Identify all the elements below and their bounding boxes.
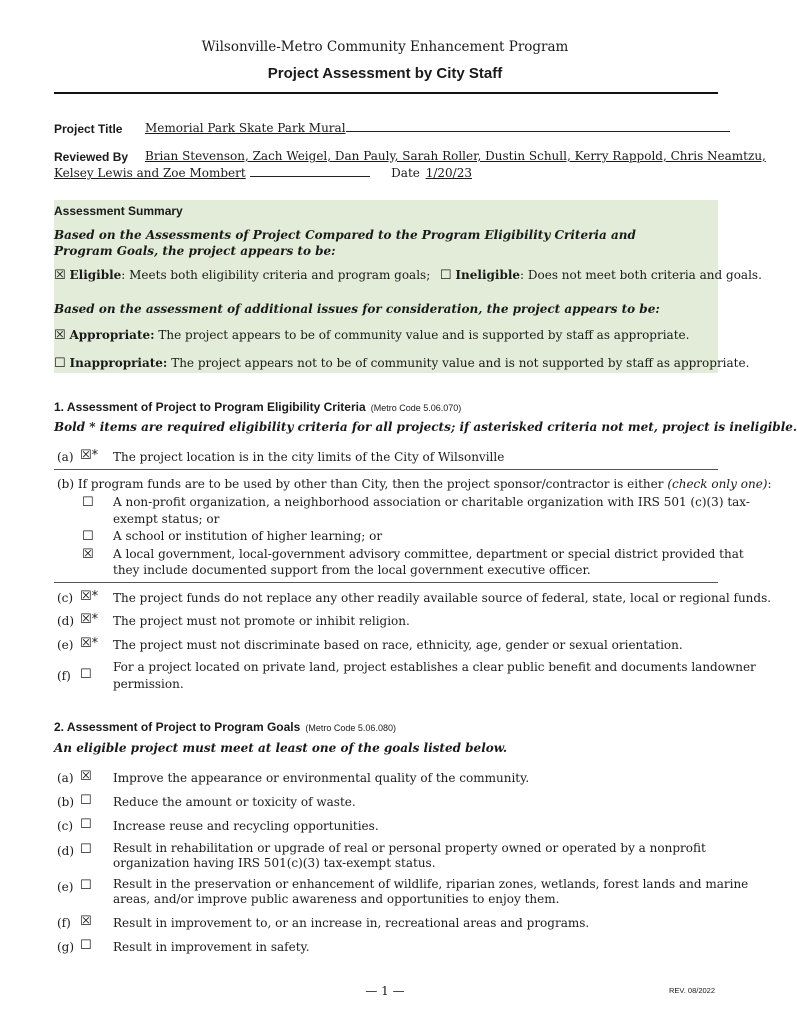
goal-checkbox[interactable]: ☐ bbox=[80, 817, 92, 832]
criterion-b-letter: (b) bbox=[57, 477, 75, 491]
criterion-a-letter: (a) bbox=[57, 450, 74, 464]
section2-code: (Metro Code 5.06.080) bbox=[305, 723, 396, 733]
assessment-summary-panel bbox=[54, 200, 762, 373]
criterion-b-option2-text: A school or institution of higher learning; or bbox=[113, 529, 383, 543]
goal-checkbox[interactable]: ☒ bbox=[80, 914, 92, 929]
goal-checkbox[interactable]: ☐ bbox=[80, 793, 92, 808]
appropriate-label: Appropriate: bbox=[69, 328, 155, 342]
inappropriate-option bbox=[54, 356, 749, 371]
reviewers-line-1[interactable]: Brian Stevenson, Zach Weigel, Dan Pauly, Sarah Roller, Dustin Schull, Kerry Rappold, Chris Neamtzu, bbox=[145, 149, 766, 163]
section1-code: (Metro Code 5.06.070) bbox=[370, 403, 462, 413]
criterion-f-letter: (f) bbox=[57, 669, 71, 683]
goal-letter: (a) bbox=[57, 771, 74, 785]
goal-text-line2: areas, and/or improve public awareness and opportunities to enjoy them. bbox=[113, 892, 560, 906]
criterion-f-checkbox[interactable]: ☐ bbox=[80, 667, 92, 682]
appropriate-option bbox=[54, 328, 689, 343]
criterion-f-line1: For a project located on private land, project establishes a clear public benefit and documents landowner bbox=[113, 660, 756, 674]
criterion-b-option2-checkbox[interactable]: ☐ bbox=[82, 529, 94, 544]
goal-checkbox[interactable]: ☐ bbox=[80, 878, 92, 893]
additional-intro: Based on the assessment of additional issues for consideration, the project appears to be: bbox=[54, 302, 660, 316]
criterion-b-option3-line1: A local government, local-government advisory committee, department or special district provided that bbox=[113, 547, 744, 561]
goal-letter: (b) bbox=[57, 795, 75, 809]
criterion-d-text: The project must not promote or inhibit religion. bbox=[113, 614, 410, 628]
eligible-label: Eligible bbox=[69, 268, 122, 282]
goal-letter: (d) bbox=[57, 844, 75, 858]
goal-checkbox[interactable]: ☐ bbox=[80, 842, 92, 857]
reviewers-line-2: Kelsey Lewis and Zoe Mombert bbox=[54, 166, 246, 180]
criterion-b-option3-line2: they include documented support from the local government executive officer. bbox=[113, 563, 591, 577]
reviewers-line-2-field[interactable] bbox=[54, 166, 472, 180]
criterion-e-text: The project must not discriminate based on race, ethnicity, age, gender or sexual orientation. bbox=[113, 638, 683, 652]
goal-checkbox[interactable]: ☐ bbox=[80, 938, 92, 953]
inappropriate-text: The project appears not to be of community value and is not supported by staff as appropriate. bbox=[171, 356, 750, 370]
date-label: Date bbox=[391, 166, 420, 180]
criterion-b-hint: (check only one) bbox=[667, 477, 768, 491]
summary-intro: Based on the Assessments of Project Compared to the Program Eligibility Criteria and Program Goals, the project appears to be: bbox=[54, 228, 636, 258]
section1-heading-row bbox=[54, 396, 461, 415]
blank-line bbox=[346, 131, 730, 132]
criterion-b-colon: : bbox=[767, 477, 772, 491]
criterion-b-option3-checkbox[interactable]: ☒ bbox=[82, 547, 94, 562]
appropriate-text: The project appears to be of community value and is supported by staff as appropriate. bbox=[158, 328, 690, 342]
divider bbox=[54, 582, 718, 583]
criterion-a-text: The project location is in the city limits of the City of Wilsonville bbox=[113, 450, 505, 464]
criterion-e-checkbox[interactable]: ☒* bbox=[80, 636, 99, 651]
goal-text: Result in the preservation or enhancement of wildlife, riparian zones, wetlands, forest lands and marine bbox=[113, 877, 749, 891]
criterion-d-letter: (d) bbox=[57, 614, 75, 628]
program-name: Wilsonville-Metro Community Enhancement Program bbox=[201, 39, 569, 55]
criterion-a-checkbox[interactable]: ☒* bbox=[80, 448, 99, 463]
section1-heading: 1. Assessment of Project to Program Eligibility Criteria bbox=[54, 400, 366, 414]
criterion-b-text: If program funds are to be used by other than City, then the project sponsor/contractor is either bbox=[77, 477, 664, 491]
goal-letter: (e) bbox=[57, 880, 74, 894]
ineligible-text: : Does not meet both criteria and goals. bbox=[520, 268, 762, 282]
goal-letter: (g) bbox=[57, 940, 75, 954]
eligibility-options bbox=[54, 268, 762, 283]
criterion-b-row bbox=[57, 477, 772, 491]
ineligible-label: Ineligible bbox=[455, 268, 521, 282]
criterion-e-letter: (e) bbox=[57, 638, 74, 652]
summary-heading: Assessment Summary bbox=[54, 204, 183, 218]
page-number: — 1 — bbox=[365, 984, 405, 998]
goal-letter: (c) bbox=[57, 819, 74, 833]
goal-text: Result in improvement to, or an increase in, recreational areas and programs. bbox=[113, 916, 590, 930]
inappropriate-checkbox[interactable]: ☐ bbox=[54, 356, 66, 371]
criterion-d-checkbox[interactable]: ☒* bbox=[80, 612, 99, 627]
goal-text-line2: organization having IRS 501(c)(3) tax-exempt status. bbox=[113, 856, 436, 870]
appropriate-checkbox[interactable]: ☒ bbox=[54, 328, 66, 343]
criterion-c-letter: (c) bbox=[57, 591, 74, 605]
section2-heading: 2. Assessment of Project to Program Goals bbox=[54, 720, 301, 734]
criterion-f-line2: permission. bbox=[113, 677, 184, 691]
section1-note: Bold * items are required eligibility criteria for all projects; if asterisked criteria not met, project is ineligible. bbox=[54, 420, 797, 434]
revision-label: REV. 08/2022 bbox=[669, 986, 716, 995]
reviewed-by-label: Reviewed By bbox=[54, 150, 129, 164]
goal-checkbox[interactable]: ☒ bbox=[80, 769, 92, 784]
criterion-b-option1-line1: A non-profit organization, a neighborhood association or charitable organization with IRS 501 (c)(3) tax- bbox=[113, 495, 750, 509]
section2-heading-row bbox=[54, 716, 396, 735]
eligible-checkbox[interactable]: ☒ bbox=[54, 268, 66, 283]
page-title: Project Assessment by City Staff bbox=[267, 65, 503, 82]
eligible-text: : Meets both eligibility criteria and program goals; bbox=[121, 268, 431, 282]
criterion-b-option1-checkbox[interactable]: ☐ bbox=[82, 495, 94, 510]
date-value: 1/20/23 bbox=[425, 166, 472, 180]
goal-text: Increase reuse and recycling opportunities. bbox=[113, 819, 379, 833]
project-title-label: Project Title bbox=[54, 122, 123, 136]
section2-note: An eligible project must meet at least one of the goals listed below. bbox=[54, 741, 508, 755]
inappropriate-label: Inappropriate: bbox=[69, 356, 168, 370]
project-title-value: Memorial Park Skate Park Mural bbox=[145, 121, 346, 135]
divider bbox=[54, 469, 718, 470]
header-divider bbox=[54, 92, 718, 94]
ineligible-checkbox[interactable]: ☐ bbox=[439, 268, 452, 283]
criterion-c-checkbox[interactable]: ☒* bbox=[80, 589, 99, 604]
goal-text: Reduce the amount or toxicity of waste. bbox=[113, 795, 356, 809]
blank-line bbox=[250, 176, 370, 177]
goal-text: Result in improvement in safety. bbox=[113, 940, 310, 954]
criterion-c-text: The project funds do not replace any other readily available source of federal, state, local or regional funds. bbox=[113, 591, 772, 605]
project-title-field[interactable] bbox=[145, 121, 730, 135]
goal-text: Improve the appearance or environmental quality of the community. bbox=[113, 771, 530, 785]
goal-text: Result in rehabilitation or upgrade of real or personal property owned or operated by a nonprofit bbox=[113, 841, 706, 855]
criterion-b-option1-line2: exempt status; or bbox=[113, 512, 220, 526]
goal-letter: (f) bbox=[57, 916, 71, 930]
